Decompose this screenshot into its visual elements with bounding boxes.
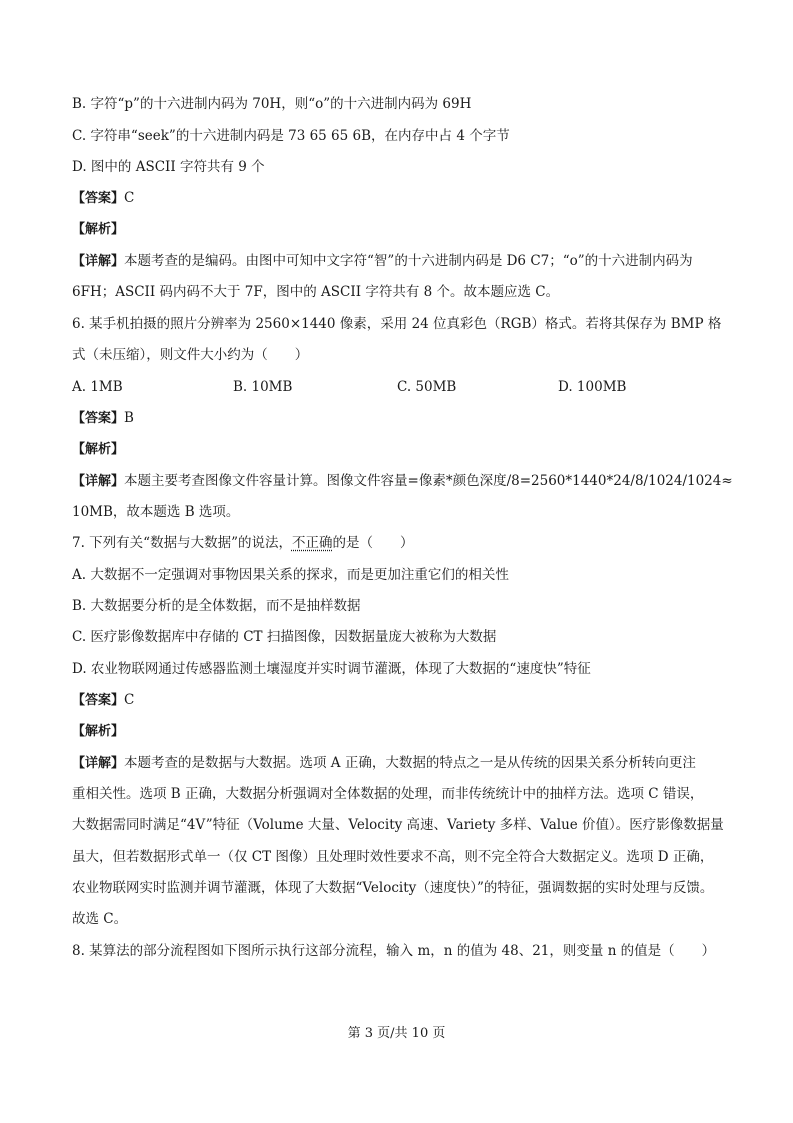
- q6-analysis-tag: [72, 439, 124, 460]
- q7-detail-line-1: [72, 753, 696, 774]
- answer-value: B: [124, 410, 134, 426]
- detail-text: 本题考查的是编码。由图中可知中文字符“智”的十六进制内码是 D6 C7；“o”的十六进制内码为: [124, 253, 693, 269]
- q7-option-b: B. 大数据要分析的是全体数据，而不是抽样数据: [72, 598, 361, 614]
- detail-text: 本题主要考查图像文件容量计算。图像文件容量=像素*颜色深度/8=2560*1440*24/8/1024/1024≈: [124, 473, 733, 489]
- q7-answer: [72, 690, 134, 711]
- answer-tag: 【答案】: [72, 191, 125, 206]
- q5-answer: [72, 188, 134, 209]
- q5-analysis-tag: [72, 219, 124, 240]
- answer-value: C: [124, 190, 135, 206]
- q7-option-c: C. 医疗影像数据库中存储的 CT 扫描图像，因数据量庞大被称为大数据: [72, 629, 497, 645]
- q6-detail-line-1: [72, 471, 733, 492]
- q5-option-c: C. 字符串“seek”的十六进制内码是 73 65 65 6B，在内存中占 4 个字节: [72, 128, 510, 144]
- answer-tag: 【答案】: [72, 411, 125, 426]
- page-footer: 第 3 页/共 10 页: [347, 1026, 446, 1041]
- q7-stem: [72, 533, 413, 553]
- q6-option-c: C. 50MB: [397, 379, 457, 395]
- q6-option-a: A. 1MB: [72, 379, 123, 395]
- q7-detail-line-4: 虽大，但若数据形式单一（仅 CT 图像）且处理时效性要求不高，则不完全符合大数据定义。选项 D 正确，: [72, 849, 714, 865]
- q5-option-b: B. 字符“p”的十六进制内码为 70H，则“o”的十六进制内码为 69H: [72, 96, 472, 112]
- detail-tag: 【详解】: [72, 474, 125, 489]
- detail-text: 本题考查的是数据与大数据。选项 A 正确，大数据的特点之一是从传统的因果关系分析转向更注: [124, 755, 696, 771]
- detail-tag: 【详解】: [72, 756, 125, 771]
- q6-detail-line-2: 10MB，故本题选 B 选项。: [72, 504, 240, 520]
- q5-detail-line-1: [72, 251, 693, 272]
- q6-option-d: D. 100MB: [558, 379, 627, 395]
- q6-stem-line-2: 式（未压缩），则文件大小约为（ ）: [72, 347, 309, 363]
- q7-analysis-tag: [72, 721, 124, 742]
- q8-stem: 8. 某算法的部分流程图如下图所示执行这部分流程，输入 m，n 的值为 48、21，则变量 n 的值是（ ）: [72, 943, 716, 959]
- analysis-tag: 【解析】: [72, 724, 125, 739]
- q6-answer: [72, 408, 134, 429]
- q7-stem-post: 的是（ ）: [332, 535, 414, 551]
- answer-tag: 【答案】: [72, 693, 125, 708]
- q7-detail-line-5: 农业物联网实时监测并调节灌溉，体现了大数据“Velocity（速度快）”的特征，强调数据的实时处理与反馈。: [72, 880, 714, 896]
- q6-stem-line-1: 6. 某手机拍摄的照片分辨率为 2560×1440 像素，采用 24 位真彩色（RGB）格式。若将其保存为 BMP 格: [72, 316, 722, 332]
- q5-detail-line-2: 6FH；ASCII 码内码不大于 7F，图中的 ASCII 字符共有 8 个。故本题应选 C。: [72, 284, 560, 300]
- q7-detail-line-2: 重相关性。选项 B 正确，大数据分析强调对全体数据的处理，而非传统统计中的抽样方法。选项 C 错误，: [72, 786, 704, 802]
- analysis-tag: 【解析】: [72, 442, 125, 457]
- q6-option-b: B. 10MB: [233, 379, 293, 395]
- q7-stem-pre: 7. 下列有关“数据与大数据”的说法，: [72, 535, 292, 551]
- q7-detail-line-3: 大数据需同时满足“4V”特征（Volume 大量、Velocity 高速、Variety 多样、Value 价值）。医疗影像数据量: [72, 817, 724, 833]
- detail-tag: 【详解】: [72, 254, 125, 269]
- q7-detail-line-6: 故选 C。: [72, 911, 128, 927]
- q7-stem-emphasis: 不正确: [291, 535, 333, 551]
- answer-value: C: [124, 692, 135, 708]
- analysis-tag: 【解析】: [72, 222, 125, 237]
- q5-option-d: D. 图中的 ASCII 字符共有 9 个: [72, 159, 265, 175]
- q7-option-d: D. 农业物联网通过传感器监测土壤湿度并实时调节灌溉，体现了大数据的“速度快”特征: [72, 661, 591, 677]
- q7-option-a: A. 大数据不一定强调对事物因果关系的探求，而是更加注重它们的相关性: [72, 567, 509, 583]
